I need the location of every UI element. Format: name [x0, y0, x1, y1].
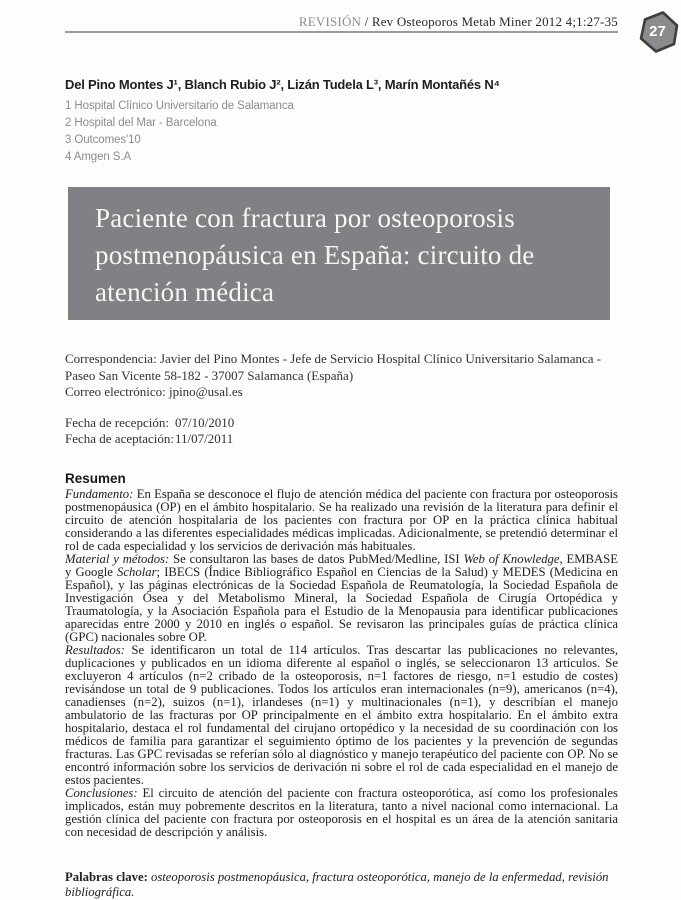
- keywords-label: Palabras clave:: [65, 869, 148, 884]
- correspondence-email: Correo electrónico: jpino@usal.es: [65, 384, 243, 399]
- section-label: REVISIÓN: [298, 14, 362, 29]
- correspondence-block: [65, 351, 618, 448]
- affiliation-item: 1 Hospital Clínico Universitario de Salamanca: [65, 100, 294, 112]
- abstract-paragraph-material-metodos: Material y métodos: Se consultaron las bases de datos PubMed/Medline, ISI Web of Knowledge, EMBASE y Google Scholar; IBECS (Índice Bibliográfico Español en Ciencias de la Salud) y MEDES (Medicina en Español), y las páginas electrónicas de la Sociedad Española de Reumatología, la Sociedad Española de Investigación Ósea y del Metabolismo Mineral, la Sociedad Española de Cirugía Ortopédica y Traumatología, y la Asociación Española para el Estudio de la Menopausia para identificar publicaciones aparecidas entre 2000 y 2010 en inglés o español. Se revisaron las principales guías de práctica clínica (GPC) nacionales sobre OP.: [65, 552, 618, 644]
- journal-header: [65, 14, 618, 30]
- authors-block: [65, 77, 618, 166]
- citation-text: Rev Osteoporos Metab Miner 2012 4;1:27-35: [371, 14, 618, 29]
- abstract-section: [65, 471, 618, 839]
- abstract-paragraph-fundamento: Fundamento: En España se desconoce el flujo de atención médica del paciente con fractura por osteoporosis postmenopáusica (OP) en el ámbito hospitalario. Se ha realizado una revisión de la literatura para definir el circuito de atención hospitalaria de los pacientes con fractura por OP en la práctica clínica habitual considerando a las diferentes especialidades médicas implicadas. Adicionalmente, se pretendió determinar el rol de cada especialidad y los servicios de derivación más habituales.: [65, 487, 618, 553]
- correspondence-address: Correspondencia: Javier del Pino Montes - Jefe de Servicio Hospital Clínico Universitario Salamanca - Paseo San Vicente 58-182 - 37007 Salamanca (España): [65, 351, 602, 383]
- abstract-paragraph-conclusiones: Conclusiones: El circuito de atención del paciente con fractura osteoporótica, así como los profesionales implicados, están muy pobremente descritos en la literatura, tanto a nivel nacional como internacional. La gestión clínica del paciente con fractura por osteoporosis en el hospital es un área de la atención sanitaria con necesidad de descripción y análisis.: [65, 786, 618, 839]
- article-title-box: [68, 187, 610, 320]
- reception-date-label: Fecha de recepción:: [65, 414, 169, 430]
- reception-date-row: [65, 415, 618, 432]
- reception-date-value: 07/10/2010: [175, 414, 235, 430]
- authors-line: Del Pino Montes J¹, Blanch Rubio J², Lizán Tudela L³, Marín Montañés N⁴: [65, 77, 500, 92]
- header-rule: [65, 31, 618, 33]
- acceptance-date-row: [65, 431, 618, 448]
- keywords-line: [65, 870, 618, 900]
- abstract-heading: Resumen: [65, 471, 126, 486]
- affiliations-list: [65, 98, 618, 166]
- affiliation-item: 4 Amgen S.A: [65, 151, 132, 163]
- acceptance-date-label: Fecha de aceptación:: [65, 431, 174, 446]
- page-number: 27: [649, 22, 666, 40]
- acceptance-date-value: 11/07/2011: [175, 431, 234, 446]
- header-separator: /: [361, 14, 372, 29]
- article-title: Paciente con fractura por osteoporosis postmenopáusica en España: circuito de atención médica: [95, 203, 535, 307]
- page-number-badge: [637, 9, 681, 55]
- abstract-paragraph-resultados: Resultados: Se identificaron un total de 114 artículos. Tras descartar las publicaciones no relevantes, duplicaciones y publicados en un idioma diferente al español o inglés, se seleccionaron 13 artículos. Se excluyeron 4 artículos (n=2 cribado de la osteoporosis, n=1 factores de riesgo, n=1 estudio de costes) revisándose un total de 9 publicaciones. Todos los artículos eran internacionales (n=9), americanos (n=4), canadienses (n=2), suizos (n=1), irlandeses (n=1) y multinacionales (n=1), y describían el manejo ambulatorio de las fracturas por OP principalmente en el ámbito extra hospitalario. En el ámbito extra hospitalario, destaca el rol fundamental del cirujano ortopédico y la necesidad de su coordinación con los médicos de familia para garantizar el seguimiento óptimo de los pacientes y la prevención de segundas fracturas. Las GPC revisadas se referían sólo al diagnóstico y manejo terapéutico del paciente con OP. No se encontró información sobre los servicios de derivación ni sobre el rol de cada especialidad en el manejo de estos pacientes.: [65, 643, 618, 787]
- affiliation-item: 2 Hospital del Mar - Barcelona: [65, 117, 217, 129]
- affiliation-item: 3 Outcomes'10: [65, 134, 141, 146]
- keywords-text: osteoporosis postmenopáusica, fractura osteoporótica, manejo de la enfermedad, revisión bibliográfica.: [65, 869, 609, 899]
- dates-block: [65, 415, 618, 448]
